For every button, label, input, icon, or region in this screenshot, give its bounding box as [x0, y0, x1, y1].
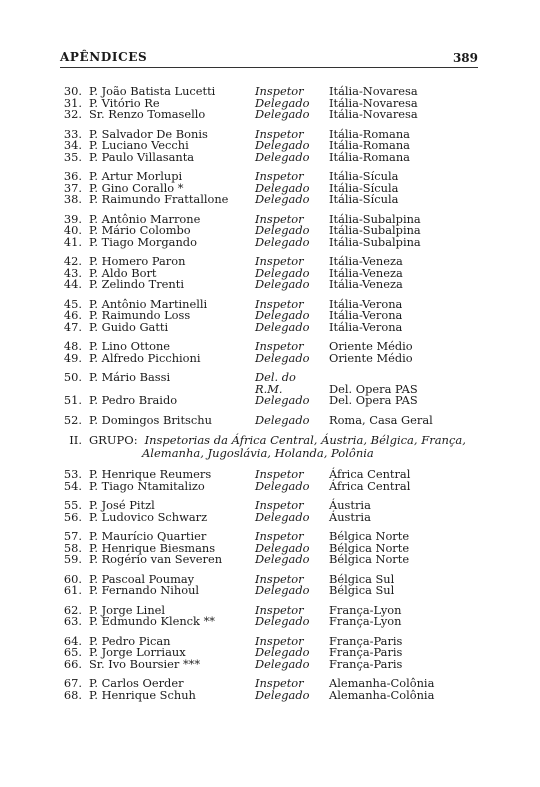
- province-name: Itália-Verona: [329, 296, 403, 311]
- delegate-row: [60, 585, 480, 597]
- running-title: APÊNDICES: [60, 50, 148, 64]
- delegate-name: P. Raimundo Loss: [89, 308, 191, 322]
- delegate-name: P. Raimundo Frattallone: [89, 192, 229, 206]
- delegate-role: Delegado: [255, 180, 310, 195]
- delegate-role: Inspetor: [255, 602, 304, 617]
- delegate-name: P. Zelindo Trenti: [89, 277, 184, 291]
- entry-number: 68.: [63, 687, 82, 702]
- delegate-name: P. Rogério van Severen: [89, 552, 223, 566]
- delegate-role: Inspetor: [255, 211, 304, 226]
- province-name: Itália-Sícula: [329, 169, 399, 183]
- delegate-role: Delegado: [255, 393, 310, 407]
- delegate-name: P. Antônio Marrone: [89, 211, 201, 226]
- province-name: Itália-Novaresa: [329, 84, 418, 98]
- delegate-name: P. Mário Colombo: [89, 223, 191, 237]
- delegate-role: Inspetor: [255, 571, 304, 586]
- delegate-role: Delegado: [255, 265, 310, 280]
- entry-number: 58.: [63, 540, 82, 555]
- province-name: Itália-Subalpina: [329, 223, 421, 237]
- delegate-name: P. Maurício Quartier: [89, 529, 207, 543]
- delegate-role: Inspetor: [255, 296, 304, 311]
- delegate-group: [60, 571, 480, 597]
- delegate-name: P. Artur Morlupi: [89, 169, 183, 183]
- delegate-role: Delegado: [255, 656, 310, 671]
- entry-number: 48.: [63, 339, 82, 353]
- province-name: França-Paris: [329, 645, 403, 659]
- delegate-row: [60, 478, 480, 493]
- delegate-name: P. Vitório Re: [89, 95, 160, 110]
- entry-number: 42.: [63, 254, 82, 268]
- delegate-group: [60, 372, 480, 407]
- delegate-group: [60, 126, 480, 164]
- entry-number: 54.: [63, 478, 82, 493]
- delegate-role: Del. do: [255, 370, 296, 384]
- delegate-name: P. Tiago Morgando: [89, 234, 197, 249]
- delegate-name: P. Salvador De Bonis: [89, 126, 208, 141]
- province-name: Roma, Casa Geral: [329, 412, 433, 427]
- delegate-role: Inspetor: [255, 676, 304, 690]
- province-name: França-Lyon: [329, 602, 402, 617]
- delegate-name: P. Alfredo Picchioni: [89, 350, 201, 365]
- header-rule: [60, 67, 478, 68]
- province-name: Itália-Subalpina: [329, 211, 421, 226]
- delegate-role: R.M.: [255, 381, 283, 396]
- delegate-name: P. Henrique Biesmans: [89, 540, 216, 555]
- delegate-name: P. Henrique Schuh: [89, 687, 196, 702]
- province-name: Itália-Romana: [329, 126, 410, 141]
- page-number: 389: [452, 51, 478, 65]
- province-name: Itália-Romana: [329, 149, 410, 164]
- province-name: África Central: [329, 467, 411, 481]
- entry-number: 65.: [63, 645, 82, 659]
- delegate-name: P. Henrique Reumers: [89, 467, 212, 481]
- delegate-role: Delegado: [255, 149, 310, 164]
- entry-number: 39.: [63, 211, 82, 226]
- delegate-role: Delegado: [255, 192, 310, 206]
- entry-number: 41.: [63, 234, 82, 249]
- delegate-name: P. Pedro Pican: [89, 633, 171, 648]
- delegate-role: Delegado: [255, 583, 310, 597]
- delegate-row: [60, 509, 480, 524]
- entry-number: 50.: [63, 370, 82, 384]
- entry-number: 55.: [63, 498, 82, 512]
- page-header: [60, 48, 478, 68]
- delegate-name: P. Mário Bassi: [89, 370, 171, 384]
- delegate-row: [60, 149, 480, 164]
- entry-number: 52.: [63, 412, 82, 427]
- entry-number: 47.: [63, 319, 82, 334]
- group-title-line2: Alemanha, Jugoslávia, Holanda, Polônia: [142, 446, 374, 460]
- delegate-role: Inspetor: [255, 633, 304, 648]
- delegate-role: Inspetor: [255, 467, 304, 481]
- delegate-row: [60, 412, 480, 427]
- province-name: Itália-Veneza: [329, 254, 403, 268]
- delegate-name: P. Ludovico Schwarz: [89, 509, 208, 524]
- delegate-group: [60, 341, 480, 364]
- delegate-group: [60, 256, 480, 291]
- delegate-name: P. Fernando Nihoul: [89, 583, 200, 597]
- entry-number: 37.: [63, 180, 82, 195]
- entry-number: 51.: [63, 393, 82, 407]
- delegate-name: P. Edmundo Klenck **: [89, 614, 215, 628]
- group-title-line1: Inspetorias da África Central, Áustria, Bélgica, França,: [144, 433, 466, 447]
- delegate-role: Delegado: [255, 107, 310, 121]
- province-name: Itália-Novaresa: [329, 107, 418, 121]
- group-label: GRUPO:: [89, 433, 138, 447]
- entry-number: 67.: [63, 676, 82, 690]
- delegate-name: P. Jorge Linel: [89, 602, 166, 617]
- delegate-name: P. Antônio Martinelli: [89, 296, 208, 311]
- province-name: Itália-Sícula: [329, 180, 399, 195]
- delegate-group: [60, 678, 480, 701]
- delegate-row: [60, 656, 480, 671]
- entry-number: 30.: [63, 84, 82, 98]
- delegate-name: P. José Pitzl: [89, 498, 155, 512]
- entry-number: 66.: [63, 656, 82, 671]
- delegate-role: Delegado: [255, 350, 310, 365]
- group-number: II.: [69, 433, 82, 447]
- entry-number: 46.: [63, 308, 82, 322]
- delegate-name: P. Carlos Oerder: [89, 676, 184, 690]
- delegate-row: [60, 109, 480, 121]
- entry-number: 59.: [63, 552, 82, 566]
- province-name: Itália-Novaresa: [329, 95, 418, 110]
- delegates-list: [60, 86, 480, 709]
- entry-number: 43.: [63, 265, 82, 280]
- delegate-role: Delegado: [255, 319, 310, 334]
- delegate-name: P. Homero Paron: [89, 254, 186, 268]
- delegate-row: [60, 554, 480, 566]
- entry-number: 63.: [63, 614, 82, 628]
- delegate-role: Delegado: [255, 223, 310, 237]
- province-name: Itália-Subalpina: [329, 234, 421, 249]
- entry-number: 32.: [63, 107, 82, 121]
- entry-number: 35.: [63, 149, 82, 164]
- delegate-group: [60, 296, 480, 334]
- entry-number: 34.: [63, 138, 82, 152]
- delegate-role: Inspetor: [255, 84, 304, 98]
- delegate-role: Delegado: [255, 308, 310, 322]
- delegate-role: Delegado: [255, 95, 310, 110]
- delegate-row: [60, 350, 480, 365]
- province-name: Del. Opera PAS: [329, 381, 418, 396]
- entry-number: 64.: [63, 633, 82, 648]
- province-name: Itália-Romana: [329, 138, 410, 152]
- entry-number: 40.: [63, 223, 82, 237]
- delegate-role: Delegado: [255, 478, 310, 493]
- entry-number: 53.: [63, 467, 82, 481]
- province-name: Itália-Veneza: [329, 265, 403, 280]
- delegate-row: [60, 234, 480, 249]
- delegate-name: P. Luciano Vecchi: [89, 138, 189, 152]
- delegate-row: [60, 194, 480, 206]
- delegates-section-1: [60, 86, 480, 426]
- delegate-role: Delegado: [255, 138, 310, 152]
- delegate-name: P. Domingos Britschu: [89, 412, 212, 427]
- delegate-name: P. Lino Ottone: [89, 339, 171, 353]
- delegate-group: [60, 211, 480, 249]
- province-name: Alemanha-Colônia: [329, 676, 435, 690]
- province-name: Itália-Veneza: [329, 277, 403, 291]
- delegate-role: Delegado: [255, 277, 310, 291]
- province-name: Áustria: [329, 509, 371, 524]
- delegate-group: [60, 500, 480, 523]
- delegate-role: Inspetor: [255, 339, 304, 353]
- delegate-name: P. Pedro Braido: [89, 393, 178, 407]
- delegate-group: [60, 469, 480, 492]
- delegates-section-2: [60, 469, 480, 701]
- province-name: Itália-Verona: [329, 319, 403, 334]
- delegate-role: Delegado: [255, 509, 310, 524]
- delegate-role: Inspetor: [255, 169, 304, 183]
- entry-number: 61.: [63, 583, 82, 597]
- delegate-name: Sr. Ivo Boursier ***: [89, 656, 201, 671]
- delegate-role: Inspetor: [255, 254, 304, 268]
- delegate-role: Delegado: [255, 687, 310, 702]
- delegate-row: [60, 279, 480, 291]
- delegate-row: [60, 687, 480, 702]
- delegate-row: [60, 395, 480, 407]
- delegate-role: Delegado: [255, 412, 310, 427]
- province-name: Alemanha-Colônia: [329, 687, 435, 702]
- delegate-group: [60, 633, 480, 671]
- entry-number: 49.: [63, 350, 82, 365]
- entry-number: 60.: [63, 571, 82, 586]
- delegate-group: [60, 602, 480, 628]
- entry-number: 36.: [63, 169, 82, 183]
- delegate-name: Sr. Renzo Tomasello: [89, 107, 206, 121]
- delegate-role: Inspetor: [255, 529, 304, 543]
- entry-number: 62.: [63, 602, 82, 617]
- entry-number: 45.: [63, 296, 82, 311]
- delegate-name: P. Paulo Villasanta: [89, 149, 195, 164]
- delegate-name: P. João Batista Lucetti: [89, 84, 216, 98]
- delegate-role: Delegado: [255, 645, 310, 659]
- delegate-row: [60, 616, 480, 628]
- province-name: França-Paris: [329, 656, 403, 671]
- delegate-role: Inspetor: [255, 126, 304, 141]
- delegate-group: [60, 86, 480, 121]
- delegate-role: Delegado: [255, 552, 310, 566]
- entry-number: 33.: [63, 126, 82, 141]
- delegate-group: [60, 171, 480, 206]
- province-name: Bélgica Norte: [329, 552, 410, 566]
- delegate-role: Inspetor: [255, 498, 304, 512]
- province-name: Oriente Médio: [329, 339, 413, 353]
- delegate-name: P. Pascoal Poumay: [89, 571, 195, 586]
- province-name: França-Lyon: [329, 614, 402, 628]
- delegate-name: P. Guido Gatti: [89, 319, 169, 334]
- delegate-group: [60, 412, 480, 427]
- delegate-name: P. Jorge Lorriaux: [89, 645, 186, 659]
- province-name: Bélgica Norte: [329, 540, 410, 555]
- province-name: Bélgica Sul: [329, 583, 395, 597]
- delegate-role: Delegado: [255, 540, 310, 555]
- delegate-role: Delegado: [255, 234, 310, 249]
- delegate-name: P. Aldo Bort: [89, 265, 157, 280]
- entry-number: 31.: [63, 95, 82, 110]
- delegate-row: [60, 319, 480, 334]
- group-heading: [60, 434, 480, 460]
- entry-number: 44.: [63, 277, 82, 291]
- province-name: Bélgica Sul: [329, 571, 395, 586]
- province-name: Áustria: [329, 498, 371, 512]
- delegate-role: Delegado: [255, 614, 310, 628]
- delegate-name: P. Gino Corallo *: [89, 180, 184, 195]
- province-name: França-Paris: [329, 633, 403, 648]
- province-name: Itália-Sícula: [329, 192, 399, 206]
- province-name: África Central: [329, 478, 411, 493]
- entry-number: 57.: [63, 529, 82, 543]
- entry-number: 56.: [63, 509, 82, 524]
- delegate-name: P. Tiago Ntamitalizo: [89, 478, 205, 493]
- delegate-group: [60, 531, 480, 566]
- province-name: Bélgica Norte: [329, 529, 410, 543]
- province-name: Itália-Verona: [329, 308, 403, 322]
- province-name: Oriente Médio: [329, 350, 413, 365]
- entry-number: 38.: [63, 192, 82, 206]
- province-name: Del. Opera PAS: [329, 393, 418, 407]
